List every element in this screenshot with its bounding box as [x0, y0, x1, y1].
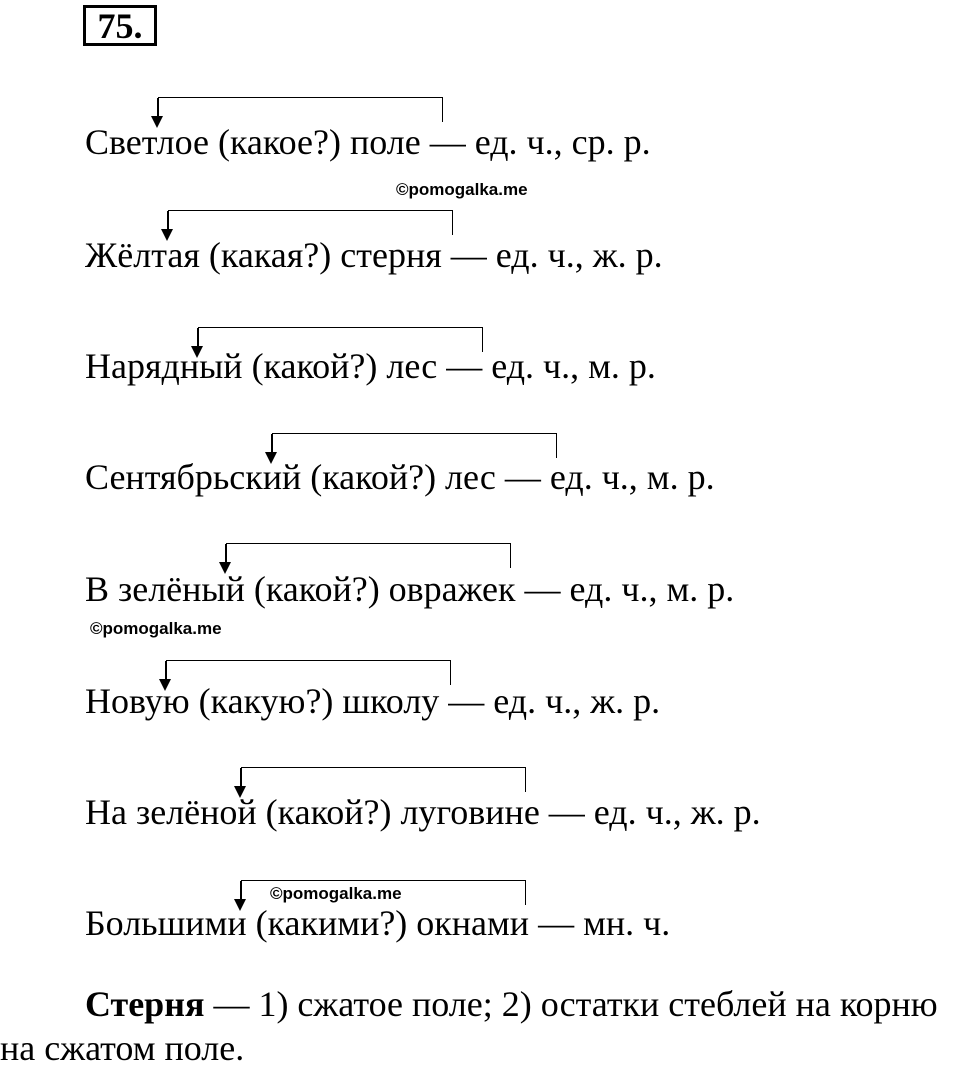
definition: [0, 982, 960, 1070]
phrase-line: Жёлтая (какая?) стерня — ед. ч., ж. р.: [85, 235, 663, 275]
dependency-arrow: [272, 433, 557, 458]
phrase-line: В зелёный (какой?) овражек — ед. ч., м. р.: [85, 569, 735, 609]
phrase-line: Большими (какими?) окнами — мн. ч.: [85, 903, 671, 943]
exercise-number: 75.: [83, 5, 157, 46]
phrase-line: Светлое (какое?) поле — ед. ч., ср. р.: [85, 122, 651, 162]
phrase-line: На зелёной (какой?) луговине — ед. ч., ж. р.: [85, 792, 761, 832]
dependency-arrow: [158, 97, 443, 122]
phrase-line: Сентябрьский (какой?) лес — ед. ч., м. р.: [85, 457, 715, 497]
watermark: ©pomogalka.me: [396, 180, 528, 199]
phrase-line: Новую (какую?) школу — ед. ч., ж. р.: [85, 681, 661, 721]
watermark: ©pomogalka.me: [270, 884, 402, 903]
dependency-arrow: [168, 210, 453, 235]
dependency-arrow: [241, 767, 526, 792]
watermark: ©pomogalka.me: [90, 619, 222, 638]
phrase-line: Нарядный (какой?) лес — ед. ч., м. р.: [85, 346, 656, 386]
definition-text: — 1) сжатое поле; 2) остатки стеблей на корню на сжатом поле.: [0, 984, 938, 1068]
dependency-arrow: [226, 543, 511, 568]
definition-term: Стерня: [85, 984, 205, 1024]
